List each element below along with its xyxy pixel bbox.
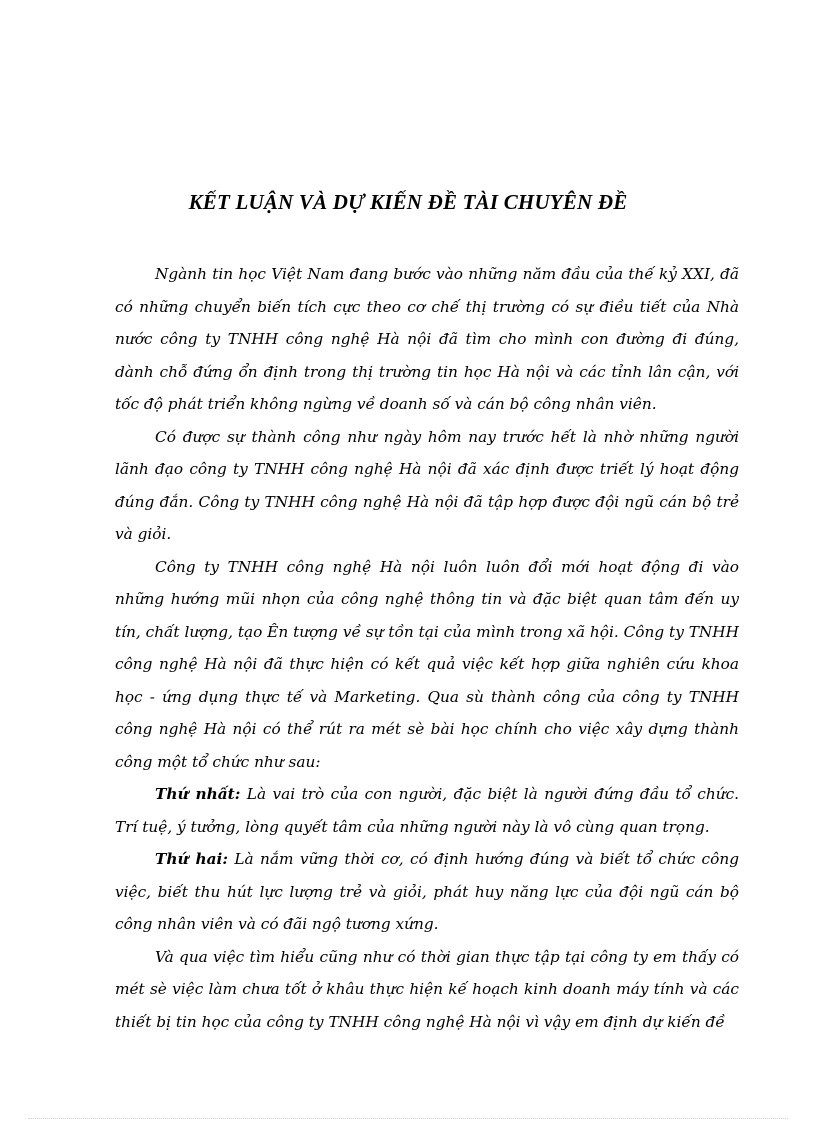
page-title: KẾT LUẬN VÀ DỰ KIẾN ĐỀ TÀI CHUYÊN ĐỀ — [188, 190, 628, 214]
body-text — [115, 258, 739, 1038]
paragraph-innovation — [115, 551, 739, 779]
paragraph-second-lesson — [115, 843, 739, 941]
paragraph-text: Là vai trò của con người, đặc biệt là người đứng đầu tổ chức. Trí tuệ, ý tưởng, lòng quyết tâm của những người này là vô cùng quan trọng. — [115, 785, 739, 836]
paragraph-lead: Thứ hai: — [155, 850, 228, 868]
page-bottom-divider — [28, 1118, 788, 1119]
paragraph-lead: Thứ nhất: — [155, 785, 241, 803]
paragraph-intro — [115, 258, 739, 421]
paragraph-text: Và qua việc tìm hiểu cũng như có thời gian thực tập tại công ty em thấy có mét sè việc làm chưa tốt ở khâu thực hiện kế hoạch kinh doanh máy tính và các thiết bị tin học của công ty TNHH công nghệ Hà nội vì vậy em định dự kiến đề — [115, 947, 739, 1031]
paragraph-first-lesson — [115, 778, 739, 843]
paragraph-text: Ngành tin học Việt Nam đang bước vào những năm đầu của thế kỷ XXI, đã có những chuyển biến tích cực theo cơ chế thị trường có sự điều tiết của Nhà nước công ty TNHH công nghệ Hà nội đã tìm cho mình con đường đi đúng, dành chỗ đứng ổn định trong thị trường tin học Hà nội và các tỉnh lân cận, với tốc độ phát triển không ngừng về doanh số và cán bộ công nhân viên. — [115, 265, 739, 413]
paragraph-text: Có được sự thành công như ngày hôm nay trước hết là nhờ những người lãnh đạo công ty TNHH công nghệ Hà nội đã xác định được triết lý hoạt động đúng đắn. Công ty TNHH công nghệ Hà nội đã tập hợp được đội ngũ cán bộ trẻ và giỏi. — [115, 427, 739, 543]
paragraph-internship — [115, 941, 739, 1039]
paragraph-success — [115, 421, 739, 551]
paragraph-text: Công ty TNHH công nghệ Hà nội luôn luôn đổi mới hoạt động đi vào những hướng mũi nhọn của công nghệ thông tin và đặc biệt quan tâm đến uy tín, chất lượng, tạo Ên tượng về sự tồn tại của mình trong xã hội. Công ty TNHH công nghệ Hà nội đã thực hiện có kết quả việc kết hợp giữa nghiên cứu khoa học - ứng dụng thực tế và Marketing. Qua sù thành công của công ty TNHH công nghệ Hà nội có thể rút ra mét sè bài học chính cho việc xây dựng thành công một tổ chức như sau: — [115, 557, 739, 771]
paragraph-text: Là nắm vững thời cơ, có định hướng đúng và biết tổ chức công việc, biết thu hút lực lượng trẻ và giỏi, phát huy năng lực của đội ngũ cán bộ công nhân viên và có đãi ngộ tương xứng. — [115, 850, 739, 933]
